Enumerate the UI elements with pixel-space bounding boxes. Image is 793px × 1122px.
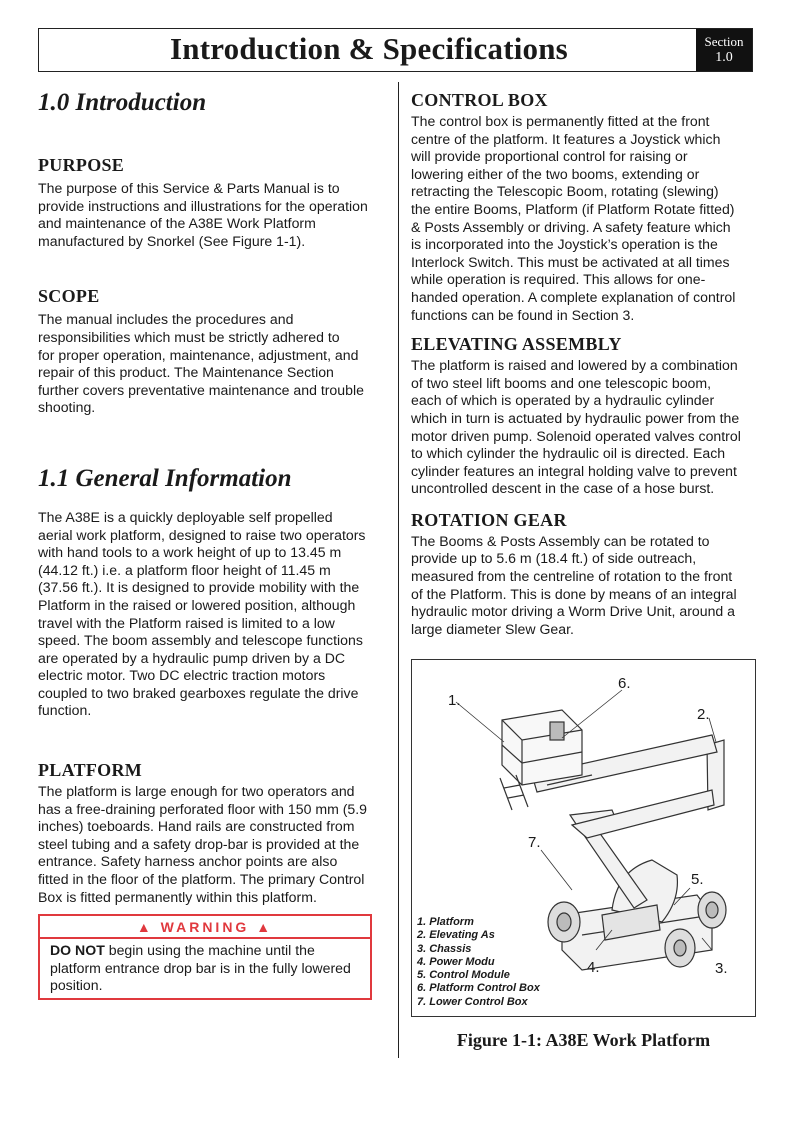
text-line: functions can be found in Section 3. <box>411 306 635 323</box>
text-line: uncontrolled descent in the case of a hose burst. <box>411 480 715 497</box>
text-line: and maintenance of the A38E Work Platform <box>38 215 316 232</box>
text-line: further covers preventative maintenance and trouble <box>38 381 364 398</box>
text-line: is incorporated into the Joystick’s operation is the <box>411 236 718 253</box>
text-line: of two steel lift booms and one telescopic boom, <box>411 374 712 391</box>
text-line: motor driven pump. Solenoid operated valves control <box>411 427 741 444</box>
section-badge <box>696 29 752 71</box>
control-box-shape <box>550 722 564 740</box>
text-line: provide up to 5.6 m (18.4 ft.) of side outreach, <box>411 550 697 567</box>
text-line: with hand tools to a work height of up to 13.45 m <box>38 544 342 561</box>
text-line: responsibilities which must be strictly adhered to <box>38 328 340 345</box>
text-line: inches) toeboards. Hand rails are constructed from <box>38 818 355 835</box>
purpose-heading: PURPOSE <box>38 155 125 175</box>
text-line: handed operation. A complete explanation of control <box>411 288 736 305</box>
text-line: cylinder features an integral holding valve to prevent <box>411 462 737 479</box>
text-line: lowering either of the two booms, extending or <box>411 165 700 182</box>
legend-item: 4. Power Modu <box>417 955 495 968</box>
text-line: The platform is raised and lowered by a combination <box>411 357 738 374</box>
callout-1: 1. <box>448 692 461 709</box>
general-info-paragraph <box>38 509 383 720</box>
text-line: repair of this product. The Maintenance Section <box>38 364 334 381</box>
text-line: aerial work platform, designed to raise two operators <box>38 526 366 543</box>
text-line: (37.56 ft.). It is designed to provide mobility with the <box>38 579 360 596</box>
text-line: platform entrance drop bar is in the fully lowered <box>50 959 351 976</box>
warning-title: WARNING <box>160 919 250 936</box>
text-line: & Posts Assembly or driving. A safety feature which <box>411 218 731 235</box>
text-line: of the Platform. This is done by means of an integral <box>411 585 737 602</box>
text-line: each of which is operated by a hydraulic cylinder <box>411 392 715 409</box>
text-line: for proper operation, maintenance, adjustment, and <box>38 346 359 363</box>
warning-body <box>40 939 370 998</box>
elevating-heading: ELEVATING ASSEMBLY <box>411 334 622 355</box>
warning-lead: DO NOT <box>50 942 105 959</box>
text-line: provide instructions and illustrations for the operation <box>38 197 368 214</box>
figure-legend <box>417 916 597 1009</box>
text-line: will provide proportional control for raising or <box>411 148 688 165</box>
legend-item: 1. Platform <box>417 916 474 928</box>
text-line: manufactured by Snorkel (See Figure 1-1). <box>38 232 306 249</box>
text-line: steel tubing and a safety drop-bar is provided at the <box>38 835 360 852</box>
callout-2: 2. <box>697 706 710 723</box>
callout-6: 6. <box>618 675 631 692</box>
text-line: The manual includes the procedures and <box>38 311 294 328</box>
scope-heading: SCOPE <box>38 286 100 307</box>
text-line: centre of the platform. It features a Joystick which <box>411 130 721 147</box>
control-box-heading: CONTROL BOX <box>411 90 548 110</box>
text-line: speed. The boom assembly and telescope functions <box>38 632 363 649</box>
column-divider <box>398 82 399 1058</box>
text-line: while operation is required. This allows for one- <box>411 271 706 288</box>
text-line: travel with the Platform raised is limited to a low <box>38 614 335 631</box>
text-line: (44.12 ft.) i.e. a platform floor height of 11.45 m <box>38 561 331 578</box>
callout-5: 5. <box>691 871 704 888</box>
scope-paragraph <box>38 311 383 417</box>
text-line: measured from the centreline of rotation to the front <box>411 568 733 585</box>
text-line: hydraulic motor driving a Worm Drive Unit, around a <box>411 603 736 620</box>
legend-item: 5. Control Module <box>417 969 510 982</box>
legend-item: 3. Chassis <box>417 942 472 955</box>
warning-triangle-icon: ▲ <box>136 919 154 936</box>
warning-box <box>38 914 372 1000</box>
text-line: has a free-draining perforated floor with 150 mm (5.9 <box>38 800 368 817</box>
warning-header <box>40 916 370 939</box>
platform-basket-shape <box>502 710 582 785</box>
header-box <box>38 28 753 72</box>
text-line: The A38E is a quickly deployable self propelled <box>38 508 333 525</box>
text-line: The control box is permanently fitted at the front <box>411 113 710 129</box>
text-line: Interlock Switch. This must be activated at all times <box>411 253 730 270</box>
text-line: position. <box>50 977 103 994</box>
section-label: Section <box>704 34 744 49</box>
text-line: The platform is large enough for two operators and <box>38 783 355 800</box>
section-number: 1.0 <box>715 50 733 65</box>
callout-7: 7. <box>528 834 541 851</box>
rotation-heading: ROTATION GEAR <box>411 509 567 530</box>
page-title: Introduction & Specifications <box>170 31 568 66</box>
text-line: the entire Booms, Platform (if Platform Rotate fitted) <box>411 200 735 217</box>
text-line: shooting. <box>38 399 96 416</box>
platform-heading: PLATFORM <box>38 760 143 781</box>
figure-frame <box>411 659 756 1017</box>
left-column <box>38 88 383 1000</box>
right-column <box>411 88 756 638</box>
text-line: begin using the machine until the <box>104 942 315 959</box>
legend-item: 7. Lower Control Box <box>417 995 528 1008</box>
text-line: electric motor. Two DC electric traction motors <box>38 667 326 684</box>
text-line: The purpose of this Service & Parts Manual is to <box>38 180 340 196</box>
text-line: Platform in the raised or lowered position, although <box>38 596 356 613</box>
general-info-heading: 1.1 General Information <box>38 464 292 492</box>
legend-item: 6. Platform Control Box <box>417 982 540 995</box>
warning-triangle-icon: ▲ <box>256 919 274 936</box>
callout-4: 4. <box>587 959 600 976</box>
text-line: Box is fitted permanently within this platform. <box>38 888 317 905</box>
legend-item: 2. Elevating As <box>417 929 495 942</box>
text-line: fitted in the floor of the platform. The primary Control <box>38 871 365 888</box>
platform-paragraph <box>38 783 383 906</box>
rotation-paragraph <box>411 533 756 639</box>
callout-3: 3. <box>715 960 728 977</box>
text-line: to which cylinder the hydraulic oil is directed. Each <box>411 445 726 462</box>
text-line: coupled to two braked gearboxes regulate the drive <box>38 684 359 701</box>
text-line: which in turn is actuated by hydraulic power from the <box>411 409 740 426</box>
figure-caption: Figure 1-1: A38E Work Platform <box>456 1030 711 1050</box>
text-line: are operated by a hydraulic pump driven by a DC <box>38 649 346 666</box>
intro-heading: 1.0 Introduction <box>38 89 207 116</box>
control-box-paragraph <box>411 113 756 324</box>
text-line: entrance. Safety harness anchor points are also <box>38 853 338 870</box>
text-line: large diameter Slew Gear. <box>411 620 574 637</box>
elevating-paragraph <box>411 357 756 498</box>
text-line: retracting the Telescopic Boom, rotating (slewing) <box>411 183 719 200</box>
purpose-paragraph <box>38 180 383 250</box>
text-line: The Booms & Posts Assembly can be rotated to <box>411 532 710 549</box>
text-line: function. <box>38 702 92 719</box>
